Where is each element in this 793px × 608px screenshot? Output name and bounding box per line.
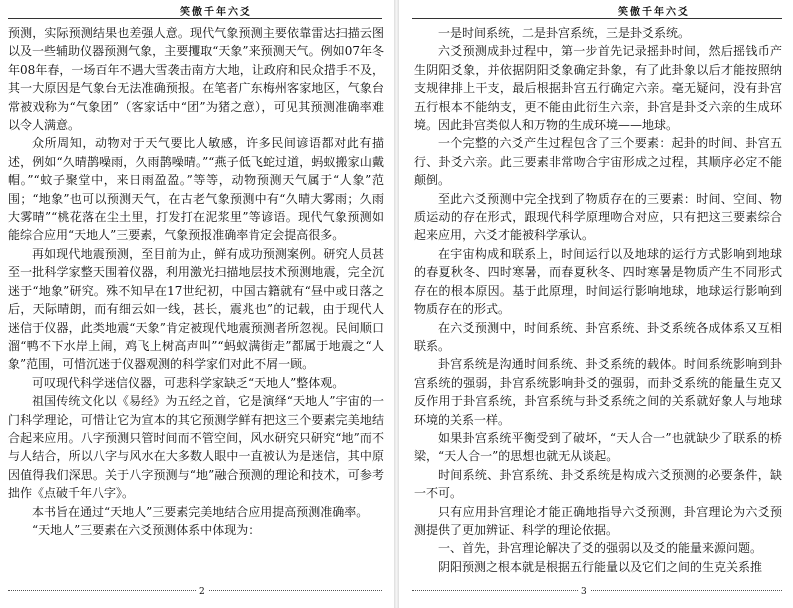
paragraph: 预测，实际预测结果也差强人意。现代气象预测主要依靠雷达扫描云图以及一些辅助仪器预测气象，主要攫取“天象”来预测天气。例如07年冬年08年春，一场百年不遇大雪袭击南方大地，让政府和民众措手不及，其一大原因是气象台无法准确预报。在笔者广东梅州客家地区，气象台常被戏称为“气象团”（客家话中“团”为猪之意），可见其预测准确率难以令人满意。 [8, 26, 384, 133]
right-page-body [414, 24, 782, 576]
paragraph: 一、首先，卦宫理论解决了爻的强弱以及爻的能量来源问题。 [438, 541, 763, 556]
left-page [0, 0, 395, 608]
header-rule [8, 18, 382, 19]
paragraph: 一个完整的六爻产生过程包含了三个要素：起卦的时间、卦宫五行、卦爻六亲。此三要素非常吻合宇宙形成之过程，其顺序必定不能颠倒。 [414, 136, 782, 188]
paragraph: 再如现代地震预测，至目前为止，鲜有成功预测案例。研究人员甚至一批科学家整天围着仪器，利用激光扫描地层技术预测地震，完全沉迷于“地象”研究。殊不知早在17世纪初，中国古籍就有“昼中或日落之后，天际晴朗，而有细云如一线，甚长，震兆也”的记载，由于现代人迷信于仪器，此类地震“天象”肯定被现代地震预测者所忽视。民间顺口溜“鸭不下水岸上闹，鸡飞上树高声叫”“蚂蚁满街走”都属于地震之“人象”范围，可惜沉迷于仪器观测的科学家们对此不屑一顾。 [8, 246, 384, 372]
paragraph: 众所周知，动物对于天气要比人敏感，许多民间谚语都对此有描述，例如“久晴鹊噪雨，久雨鹊噪晴。”“燕子低飞蛇过道，蚂蚁搬家山戴帽。”“蚊子聚堂中，来日雨盈盈。”等等，动物预测天气属于“人象”范围；“地象”也可以预测天气，在古老气象预测中有“久晴大雾雨；久雨大雾晴”“桃花落在尘土里，打发打在泥浆里”等谚语。现代气象预测如能综合应用“天地人”三要素，气象预报准确率肯定会提高很多。 [8, 136, 384, 243]
paragraph: 六爻预测成卦过程中，第一步首先记录摇卦时间，然后摇钱币产生阴阳爻象，并依据阴阳爻象确定卦象，有了此卦象以后才能按照纳支规律排上干支，最后根据卦宫五行确定六亲。毫无疑问，没有卦宫五行根本不能纳支，更不能由此衍生六亲，卦宫是卦爻六亲的生成环境。因此卦宫类似人和万物的生成环境——地球。 [414, 44, 782, 133]
paragraph: 可叹现代科学迷信仪器，可悲科学家缺乏“天地人”整体观。 [32, 375, 345, 390]
page-number: 2 [196, 587, 208, 597]
running-header: 笑傲千年六爻 [180, 7, 252, 18]
paragraph: 在六爻预测中，时间系统、卦宫系统、卦爻系统各成体系又互相联系。 [414, 320, 782, 353]
paragraph: 本书旨在通过“天地人”三要素完美地结合应用提高预测准确率。 [32, 504, 369, 519]
paragraph: 至此六爻预测中完全找到了物质存在的三要素：时间、空间、物质运动的存在形式，跟现代科学原理吻合对应，只有把这三要素综合起来应用，六爻才能被科学承认。 [414, 191, 782, 243]
paragraph: 只有应用卦宫理论才能正确地指导六爻预测，卦宫理论为六爻预测提供了更加辨证、科学的理论依据。 [414, 504, 782, 537]
left-page-body [8, 24, 384, 539]
paragraph: 祖国传统文化以《易经》为五经之首，它是演绎“天地人”宇宙的一门科学理论，可惜让它为宣本的其它预测学鲜有把这三个要素完美地结合起来应用。八字预测只管时间而不管空间，风水研究只研究“地”而不与人结合，所以八字与风水在大多数人眼中一直被认为是迷信，其中原因值得我们深思。关于八字预测与“地”融合预测的理论和技术，可参考拙作《点破千年八字》。 [8, 394, 384, 501]
running-header: 笑傲千年六爻 [618, 7, 690, 18]
paragraph: 在宇宙构成和联系上，时间运行以及地球的运行方式影响到地球的春夏秋冬、四时寒暑，而春夏秋冬、四时寒暑是物质产生不同形式存在的根本原因。基于此原理，时间运行影响地球，地球运行影响到物质存在的形式。 [414, 246, 782, 317]
paragraph: “天地人”三要素在六爻预测体系中体现为： [32, 522, 261, 537]
footer-rule [8, 590, 382, 591]
page-number: 3 [578, 587, 590, 597]
paragraph: 如果卦宫系统平衡受到了破坏，“天人合一”也就缺少了联系的桥梁，“天人合一”的思想也就无从谈起。 [414, 430, 782, 464]
footer-rule [412, 590, 782, 591]
right-page [398, 0, 793, 608]
paragraph: 一是时间系统，二是卦宫系统，三是卦爻系统。 [438, 26, 691, 40]
paragraph: 时间系统、卦宫系统、卦爻系统是构成六爻预测的必要条件，缺一不可。 [414, 467, 782, 501]
paragraph: 阴阳预测之根本就是根据五行能量以及它们之间的生克关系推 [438, 559, 763, 574]
header-rule [412, 18, 782, 19]
paragraph: 卦宫系统是沟通时间系统、卦爻系统的载体。时间系统影响到卦宫系统的强弱，卦宫系统影响卦爻的强弱，而卦爻系统的能量生克又反作用于卦宫系统，卦宫系统与卦爻系统之间的关系就好象人与地球环境的关系一样。 [414, 357, 782, 427]
